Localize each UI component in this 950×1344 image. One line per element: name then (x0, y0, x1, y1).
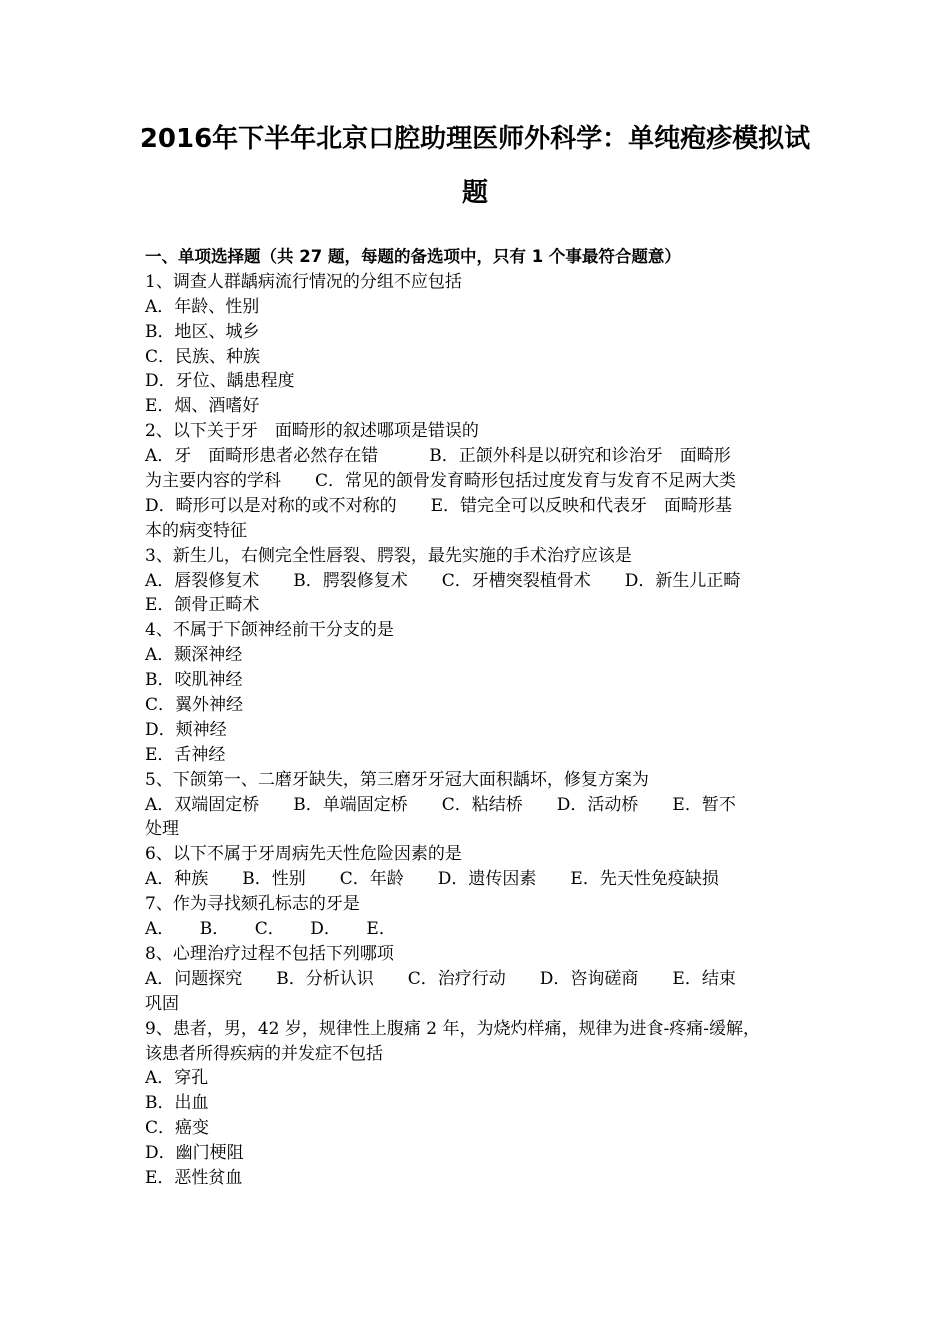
answer-option: D．颊神经 (145, 719, 227, 740)
question-stem-continued: 该患者所得疾病的并发症不包括 (145, 1043, 383, 1064)
answer-option: C．癌变 (145, 1118, 210, 1139)
answer-options-line: A．唇裂修复术 B．腭裂修复术 C．牙槽突裂植骨术 D．新生儿正畸 (145, 570, 741, 591)
answer-options-line: A． B． C． D． E． (145, 919, 396, 940)
answer-option: A．穿孔 (145, 1068, 209, 1089)
answer-options-line: A．牙 面畸形患者必然存在错 B．正颌外科是以研究和诊治牙 面畸形 (145, 446, 731, 467)
question-stem: 6、以下不属于牙周病先天性危险因素的是 (145, 844, 462, 865)
answer-option: D．牙位、龋患程度 (145, 371, 295, 392)
question-stem: 2、以下关于牙 面畸形的叙述哪项是错误的 (145, 421, 479, 442)
answer-options-line: E．颌骨正畸术 (145, 595, 260, 616)
question-stem: 4、不属于下颌神经前干分支的是 (145, 620, 394, 641)
answer-options-line: 处理 (145, 819, 179, 840)
document-title-line-1: 2016年下半年北京口腔助理医师外科学：单纯疱疹模拟试 (139, 124, 811, 154)
answer-option: D．幽门梗阻 (145, 1143, 244, 1164)
answer-options-line: 为主要内容的学科 C．常见的颌骨发育畸形包括过度发育与发育不足两大类 (145, 471, 737, 492)
answer-options-line: A．双端固定桥 B．单端固定桥 C．粘结桥 D．活动桥 E．暂不 (145, 794, 736, 815)
answer-option: E．烟、酒嗜好 (145, 396, 260, 417)
answer-option: A．颞深神经 (145, 645, 243, 666)
answer-option: E．舌神经 (145, 744, 226, 765)
answer-option: E．恶性贫血 (145, 1167, 243, 1188)
answer-option: B．出血 (145, 1093, 209, 1114)
document-body (145, 245, 809, 1191)
section-heading: 一、单项选择题（共 27 题，每题的备选项中，只有 1 个事最符合题意） (145, 247, 681, 266)
answer-options-line: 巩固 (145, 993, 179, 1014)
question-stem: 5、下颌第一、二磨牙缺失，第三磨牙牙冠大面积龋坏，修复方案为 (145, 769, 649, 790)
question-stem: 9、患者，男，42 岁，规律性上腹痛 2 年，为烧灼样痛，规律为进食-疼痛-缓解， (145, 1018, 760, 1039)
answer-options-line: 本的病变特征 (145, 520, 247, 541)
answer-options-line: A．种族 B．性别 C．年龄 D．遗传因素 E．先天性免疫缺损 (145, 869, 719, 890)
answer-option: A．年龄、性别 (145, 296, 260, 317)
question-stem: 1、调查人群龋病流行情况的分组不应包括 (145, 271, 462, 292)
answer-option: B．地区、城乡 (145, 321, 260, 342)
question-stem: 7、作为寻找颏孔标志的牙是 (145, 894, 360, 915)
question-stem: 3、新生儿，右侧完全性唇裂、腭裂，最先实施的手术治疗应该是 (145, 545, 632, 566)
answer-option: C．民族、种族 (145, 346, 261, 367)
document-title-line-2: 题 (461, 178, 488, 208)
answer-option: C．翼外神经 (145, 695, 244, 716)
answer-options-line: A．问题探究 B．分析认识 C．治疗行动 D．咨询磋商 E．结束 (145, 968, 736, 989)
question-stem: 8、心理治疗过程不包括下列哪项 (145, 943, 394, 964)
answer-option: B．咬肌神经 (145, 670, 243, 691)
answer-options-line: D．畸形可以是对称的或不对称的 E．错完全可以反映和代表牙 面畸形基 (145, 495, 733, 516)
